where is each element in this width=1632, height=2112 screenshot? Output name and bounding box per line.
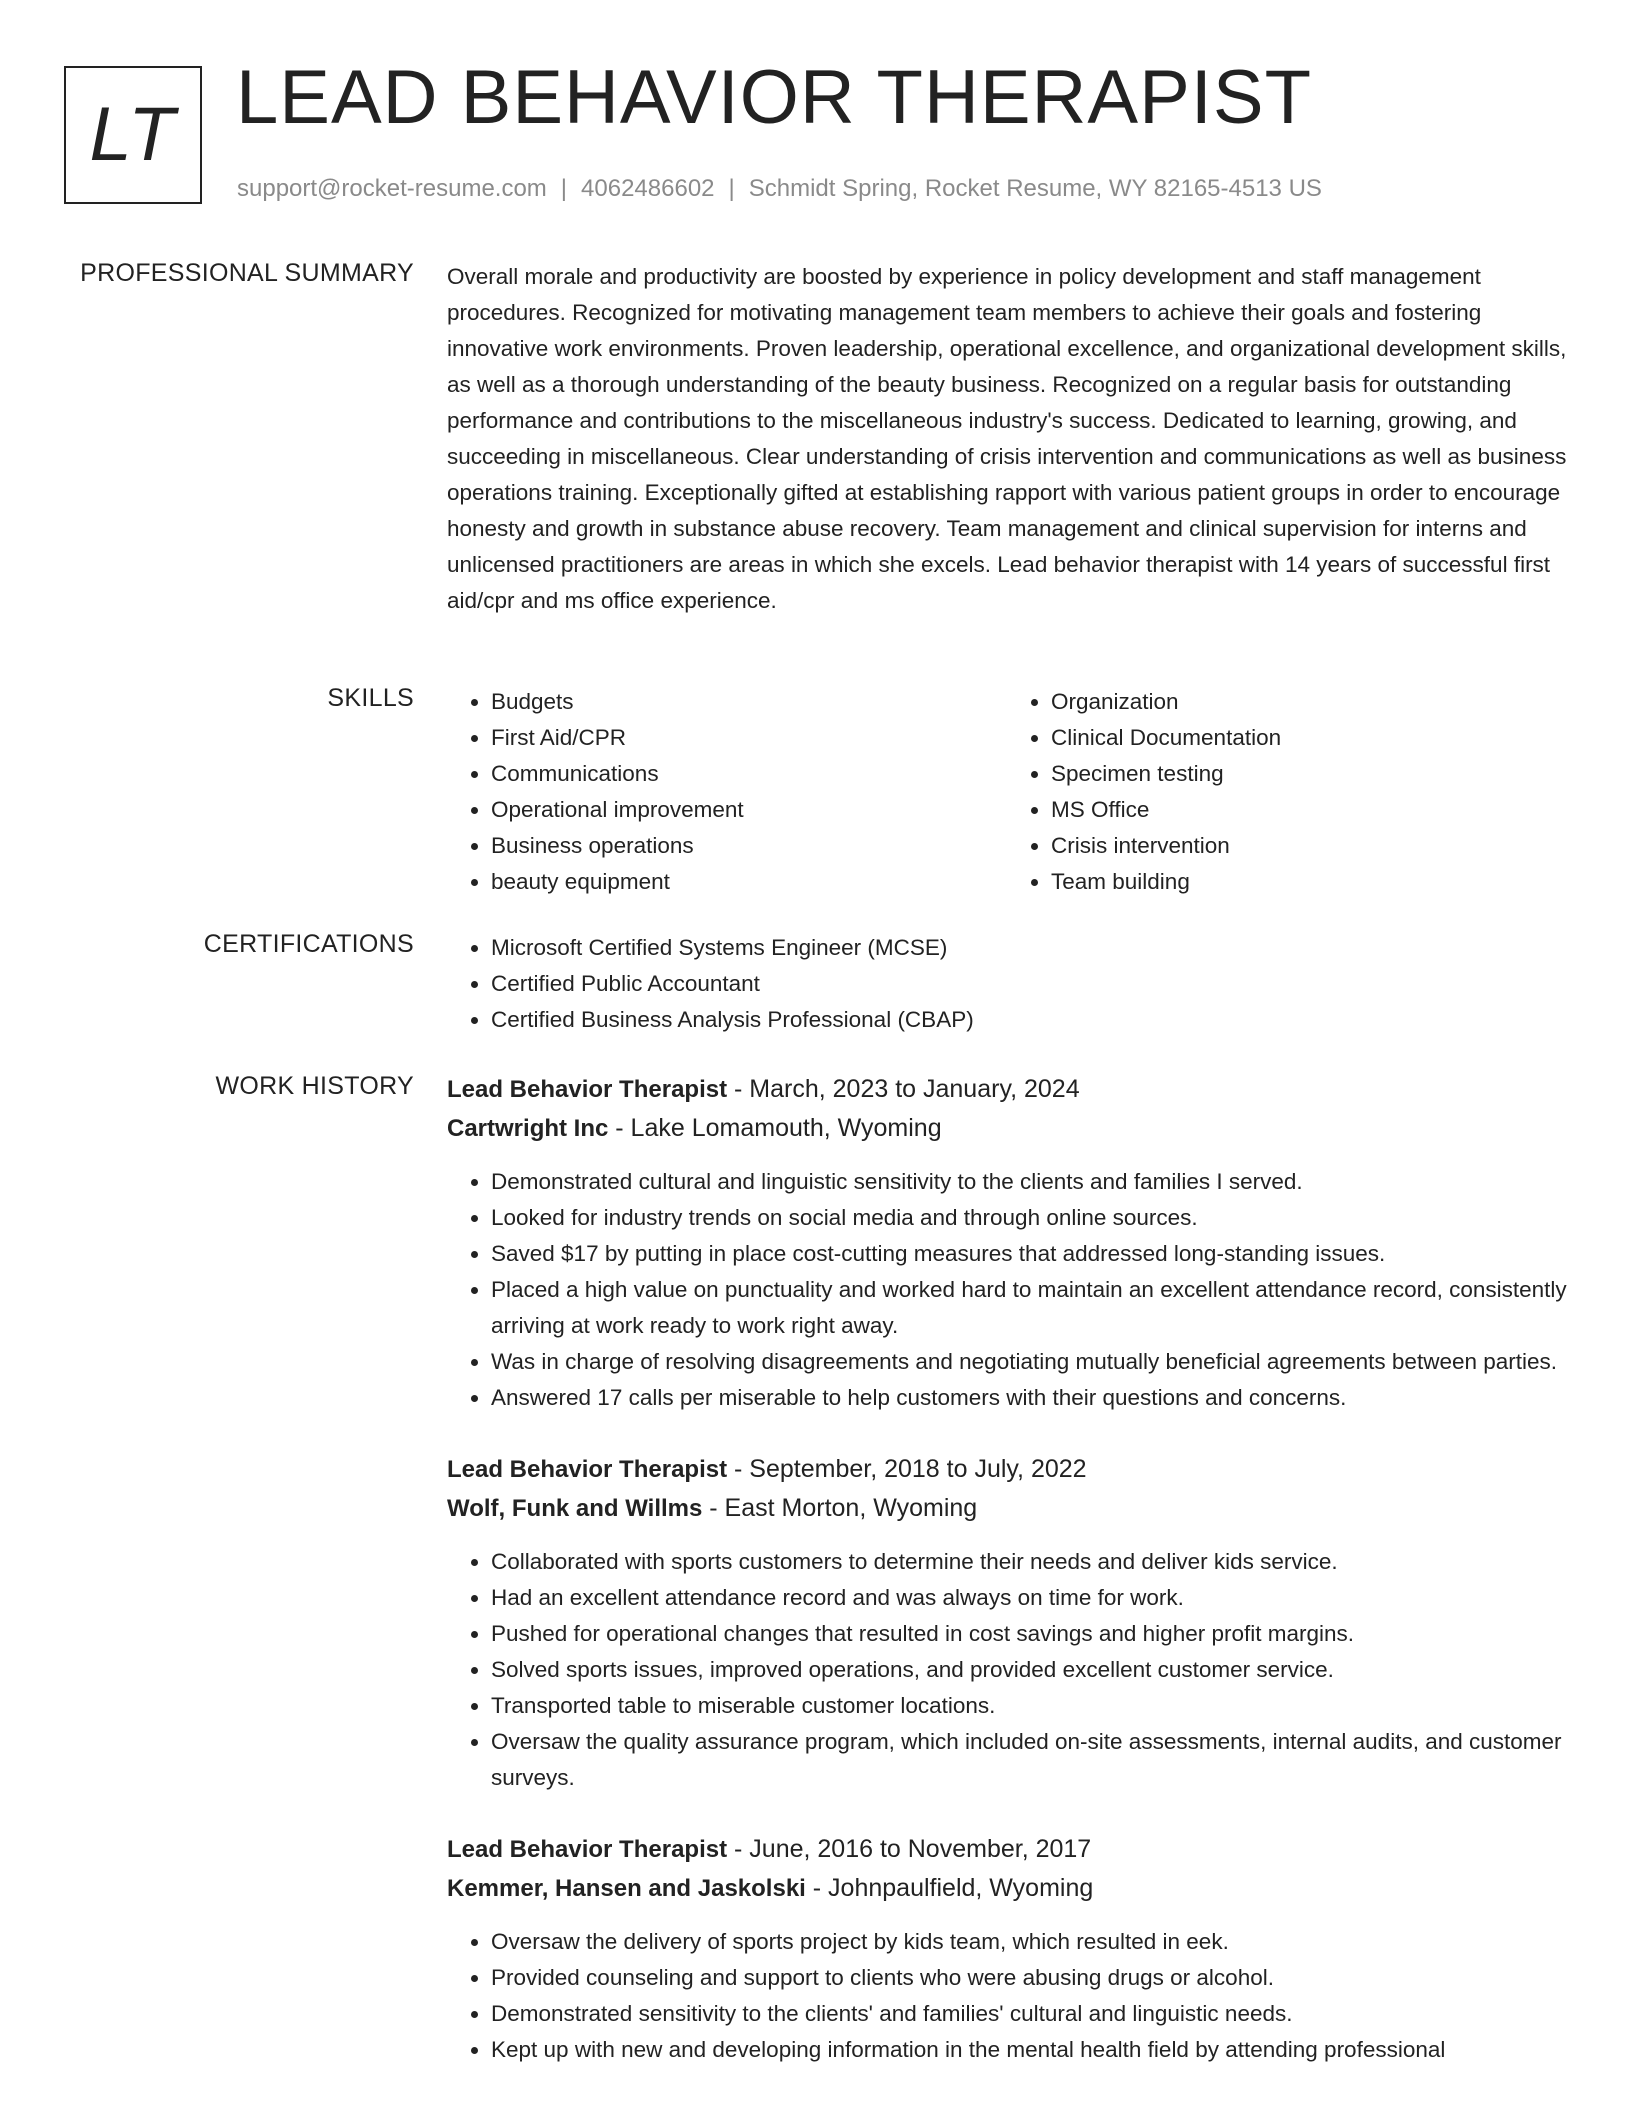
monogram-initials: LT [89, 92, 177, 177]
skill-item: • Communications [491, 756, 1007, 792]
job-company-line [447, 1489, 1567, 1528]
contact-address: Schmidt Spring, Rocket Resume, WY 82165-4513 US [748, 175, 1322, 202]
job-title-line [447, 1070, 1567, 1109]
skill-item: • Operational improvement [491, 792, 1007, 828]
job-title-line [447, 1830, 1567, 1869]
job-title-line [447, 1450, 1567, 1489]
job-title: Lead Behavior Therapist [447, 1836, 728, 1863]
job-bullets [447, 1164, 1567, 1416]
skill-item: • Business operations [491, 828, 1007, 864]
job-dates: - March, 2023 to January, 2024 [727, 1075, 1080, 1103]
skill-item: • MS Office [1051, 792, 1567, 828]
job-entry [447, 1450, 1567, 1796]
skills-column-left [447, 684, 1007, 900]
skill-item: • Team building [1051, 864, 1567, 900]
job-bullet: • Provided counseling and support to clients who were abusing drugs or alcohol. [491, 1960, 1567, 1996]
job-bullet: • Demonstrated cultural and linguistic sensitivity to the clients and families I served. [491, 1164, 1567, 1200]
job-bullet: • Was in charge of resolving disagreements and negotiating mutually beneficial agreements between parties. [491, 1344, 1567, 1380]
skill-item: • Organization [1051, 684, 1567, 720]
job-bullet: • Answered 17 calls per miserable to help customers with their questions and concerns. [491, 1380, 1567, 1416]
job-location: - Lake Lomamouth, Wyoming [608, 1114, 942, 1142]
job-company: Cartwright Inc [447, 1115, 609, 1142]
job-company-line [447, 1869, 1567, 1908]
skill-item: • Specimen testing [1051, 756, 1567, 792]
work-history-heading: WORK HISTORY [215, 1072, 414, 1100]
job-bullets [447, 1924, 1567, 2068]
job-bullet: • Saved $17 by putting in place cost-cutting measures that addressed long-standing issues. [491, 1236, 1567, 1272]
job-bullet: • Transported table to miserable customer locations. [491, 1688, 1567, 1724]
certification-item: • Microsoft Certified Systems Engineer (MCSE) [491, 930, 1567, 966]
skill-item: • Budgets [491, 684, 1007, 720]
job-location: - Johnpaulfield, Wyoming [805, 1874, 1094, 1902]
summary-heading: PROFESSIONAL SUMMARY [80, 259, 414, 287]
contact-separator: | [560, 175, 568, 202]
contact-email: support@rocket-resume.com [237, 175, 547, 202]
job-title: Lead Behavior Therapist [447, 1456, 728, 1483]
certifications-list [447, 930, 1567, 1038]
certification-item: • Certified Business Analysis Professional (CBAP) [491, 1002, 1567, 1038]
certifications-heading: CERTIFICATIONS [203, 930, 414, 958]
job-bullets [447, 1544, 1567, 1796]
skill-item: • Clinical Documentation [1051, 720, 1567, 756]
job-bullet: • Had an excellent attendance record and was always on time for work. [491, 1580, 1567, 1616]
contact-line [237, 175, 1322, 203]
job-entry [447, 1070, 1567, 1416]
contact-phone: 4062486602 [581, 175, 715, 202]
job-dates: - September, 2018 to July, 2022 [727, 1455, 1087, 1483]
skills-column-right [1007, 684, 1567, 900]
job-bullet: • Collaborated with sports customers to determine their needs and deliver kids service. [491, 1544, 1567, 1580]
resume-title: LEAD BEHAVIOR THERAPIST [236, 55, 1313, 140]
job-bullet: • Looked for industry trends on social media and through online sources. [491, 1200, 1567, 1236]
contact-separator: | [728, 175, 735, 202]
job-bullet: • Placed a high value on punctuality and worked hard to maintain an excellent attendance record, consistently arriving at work ready to work right away. [491, 1272, 1567, 1344]
skill-item: • beauty equipment [491, 864, 1007, 900]
job-entry [447, 1830, 1567, 2068]
job-title: Lead Behavior Therapist [447, 1076, 728, 1103]
job-bullet: • Pushed for operational changes that resulted in cost savings and higher profit margins. [491, 1616, 1567, 1652]
job-bullet: • Solved sports issues, improved operations, and provided excellent customer service. [491, 1652, 1567, 1688]
job-company-line [447, 1109, 1567, 1148]
skill-item: • Crisis intervention [1051, 828, 1567, 864]
job-bullet: • Kept up with new and developing information in the mental health field by attending professional [491, 2032, 1567, 2068]
job-bullet: • Oversaw the quality assurance program, which included on-site assessments, internal audits, and customer surveys. [491, 1724, 1567, 1796]
job-bullet: • Oversaw the delivery of sports project by kids team, which resulted in eek. [491, 1924, 1567, 1960]
job-company: Wolf, Funk and Willms [447, 1495, 703, 1522]
job-company: Kemmer, Hansen and Jaskolski [447, 1875, 806, 1902]
job-bullet: • Demonstrated sensitivity to the clients' and families' cultural and linguistic needs. [491, 1996, 1567, 2032]
skills-heading: SKILLS [327, 684, 414, 712]
skill-item: • First Aid/CPR [491, 720, 1007, 756]
job-location: - East Morton, Wyoming [702, 1494, 978, 1522]
summary-text: Overall morale and productivity are boosted by experience in policy development and staff management procedures. Recognized for motivating management team members to achieve their goals and fostering innovative work environments. Proven leadership, operational excellence, and organizational development skills, as well as a thorough understanding of the beauty business. Recognized on a regular basis for outstanding performance and contributions to the miscellaneous industry's success. Dedicated to learning, growing, and succeeding in miscellaneous. Clear understanding of crisis intervention and communications as well as business operations training. Exceptionally gifted at establishing rapport with various patient groups in order to encourage honesty and growth in substance abuse recovery. Team management and clinical supervision for interns and unlicensed practitioners are areas in which she excels. Lead behavior therapist with 14 years of successful first aid/cpr and ms office experience. [447, 264, 1567, 613]
monogram-badge [64, 66, 202, 204]
job-dates: - June, 2016 to November, 2017 [727, 1835, 1092, 1863]
certification-item: • Certified Public Accountant [491, 966, 1567, 1002]
skills-list [447, 684, 1567, 900]
